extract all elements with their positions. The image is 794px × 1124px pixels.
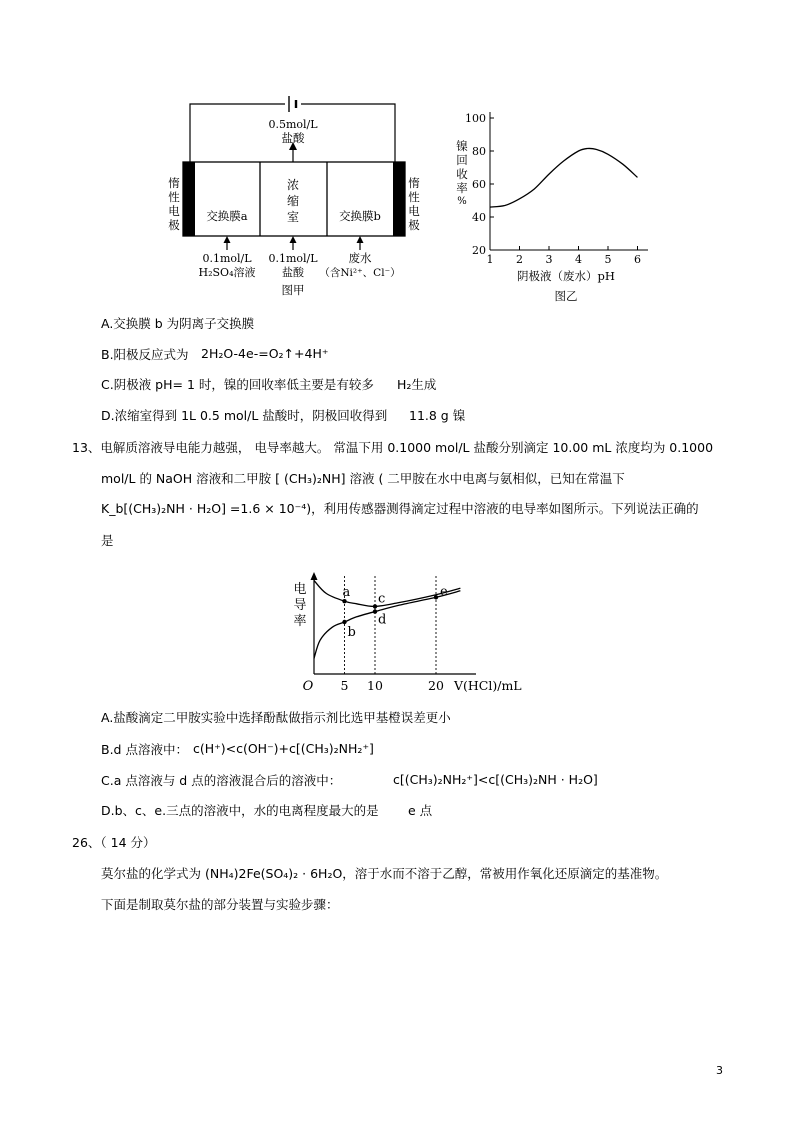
xlabel: V(HCl)/mL [454,678,522,693]
inlet1-concentration: 0.1mol/L [202,252,252,265]
point-d-marker [373,609,377,613]
right-electrode-char-1: 惰 [408,176,420,190]
q26-number: 26、（ 14 分） [72,835,156,850]
y-tick-label: 80 [472,145,486,158]
membrane-b-label: 交换膜b [339,209,381,223]
recovery-curve [490,148,638,207]
q13-option-a: A.盐酸滴定二甲胺实验中选择酚酞做指示剂比选甲基橙误差更小 [101,710,451,725]
chamber-char-2: 缩 [286,194,300,208]
ylabel-char-4: 率 [456,181,468,195]
point-c-marker [373,604,377,608]
figure-b-caption: 图乙 [554,289,578,303]
inlet1-name: H₂SO₄溶液 [198,266,256,279]
q12-option-c-tail: H₂生成 [397,377,437,392]
q12-option-a: A.交换膜 b 为阴离子交换膜 [101,316,255,331]
ylabel-char-3: 率 [293,614,307,629]
point-c-label: c [378,591,386,607]
point-b-label: b [347,625,356,640]
x-tick-label: 2 [516,253,523,266]
y-tick-label: 40 [472,211,486,224]
figure-b-chart [448,100,668,310]
x-tick-label: 5 [340,678,349,693]
xlabel: 阴极液（废水）pH [517,269,615,283]
page-number: 3 [716,1064,723,1077]
top-label: 盐酸 [281,131,305,145]
dimethylamine-curve [314,591,460,659]
x-tick-label: 5 [604,253,612,266]
q26-line-1: 莫尔盐的化学式为 (NH₄)2Fe(SO₄)₂ · 6H₂O，溶于水而不溶于乙醇，常被用作氧化还原滴定的基准物。 [101,866,668,881]
q12-option-c: C.阴极液 pH= 1 时，镍的回收率低主要是有较多 [101,377,374,392]
y-tick-label: 100 [465,112,486,125]
inlet2-name: 盐酸 [282,266,304,279]
ylabel-char-5: % [457,196,467,207]
q13-option-c-prefix: C.a 点溶液与 d 点的溶液混合后的溶液中： [101,773,342,788]
top-concentration: 0.5mol/L [268,118,318,131]
membrane-a-label: 交换膜a [206,209,248,223]
origin-label: O [302,679,314,694]
figure-c-conductivity-chart [286,572,536,697]
x-tick-label: 4 [575,253,582,266]
right-electrode-char-2: 性 [408,190,420,204]
y-tick-label: 20 [472,244,486,257]
q13-option-d: D.b、c、e.三点的溶液中，水的电离程度最大的是 [101,803,379,818]
left-electrode [183,162,195,236]
point-a-label: a [342,585,351,601]
right-electrode-char-4: 极 [408,218,420,232]
ylabel-char-2: 导 [293,598,307,613]
ylabel-char-3: 收 [456,167,468,181]
q13-stem-line-3: K_b[(CH₃)₂NH · H₂O] =1.6 × 10⁻⁴)，利用传感器测得滴定过程中溶液的电导率如图所示。下列说法正确的 [101,501,699,516]
x-tick-label: 3 [545,253,553,266]
naoh-curve [314,580,460,606]
x-tick-label: 6 [634,253,641,266]
point-e-label: e [440,584,448,600]
inlet3-name: 废水 [348,251,372,265]
inlet2-concentration: 0.1mol/L [268,252,318,265]
left-electrode-char-4: 极 [168,218,180,232]
left-electrode-char-2: 性 [168,190,180,204]
ylabel-char-1: 镍 [456,139,468,153]
chamber-char-1: 浓 [286,178,300,192]
q13-option-b-formula: c(H⁺)<c(OH⁻)+c[(CH₃)₂NH₂⁺] [193,741,374,756]
q13-stem-line-1: 13、电解质溶液导电能力越强， 电导率越大。 常温下用 0.1000 mol/L 盐酸分别滴定 10.00 mL 浓度均为 0.1000 [72,440,714,455]
y-tick-label: 60 [472,178,486,191]
figure-a-caption: 图甲 [281,283,305,297]
q26-line-2: 下面是制取莫尔盐的部分装置与实验步骤： [101,897,339,912]
chamber-char-3: 室 [286,210,300,224]
point-e-marker [434,595,438,599]
x-tick-label: 1 [486,253,494,266]
ylabel-char-1: 电 [293,582,307,597]
q13-option-c-formula: c[(CH₃)₂NH₂⁺]<c[(CH₃)₂NH · H₂O] [393,772,598,787]
q13-option-b-prefix: B.d 点溶液中： [101,742,188,757]
point-d-label: d [378,612,387,628]
left-electrode-char-3: 电 [168,204,180,218]
inlet3-note: （含Ni²⁺、Cl⁻） [319,267,401,279]
left-electrode-char-1: 惰 [168,176,180,190]
q12-option-b-prefix: B.阳极反应式为 [101,347,189,362]
q13-stem-line-2: mol/L 的 NaOH 溶液和二甲胺 [ (CH₃)₂NH] 溶液 ( 二甲胺在水中电离与氨相似，已知在常温下 [101,471,625,486]
right-electrode [393,162,405,236]
q13-option-d-tail: e 点 [408,803,433,818]
q13-stem-line-4: 是 [101,533,114,548]
q12-option-d: D.浓缩室得到 1L 0.5 mol/L 盐酸时，阴极回收得到 [101,408,388,423]
x-tick-label: 20 [428,678,444,693]
right-electrode-char-3: 电 [408,204,420,218]
ylabel-char-2: 回 [456,153,468,167]
q12-option-d-tail: 11.8 g 镍 [409,408,466,423]
x-tick-label: 10 [367,678,383,693]
figure-a-electrolysis-cell [165,92,445,307]
q12-option-b-formula: 2H₂O-4e-=O₂↑+4H⁺ [201,346,329,361]
point-b-marker [342,620,346,624]
